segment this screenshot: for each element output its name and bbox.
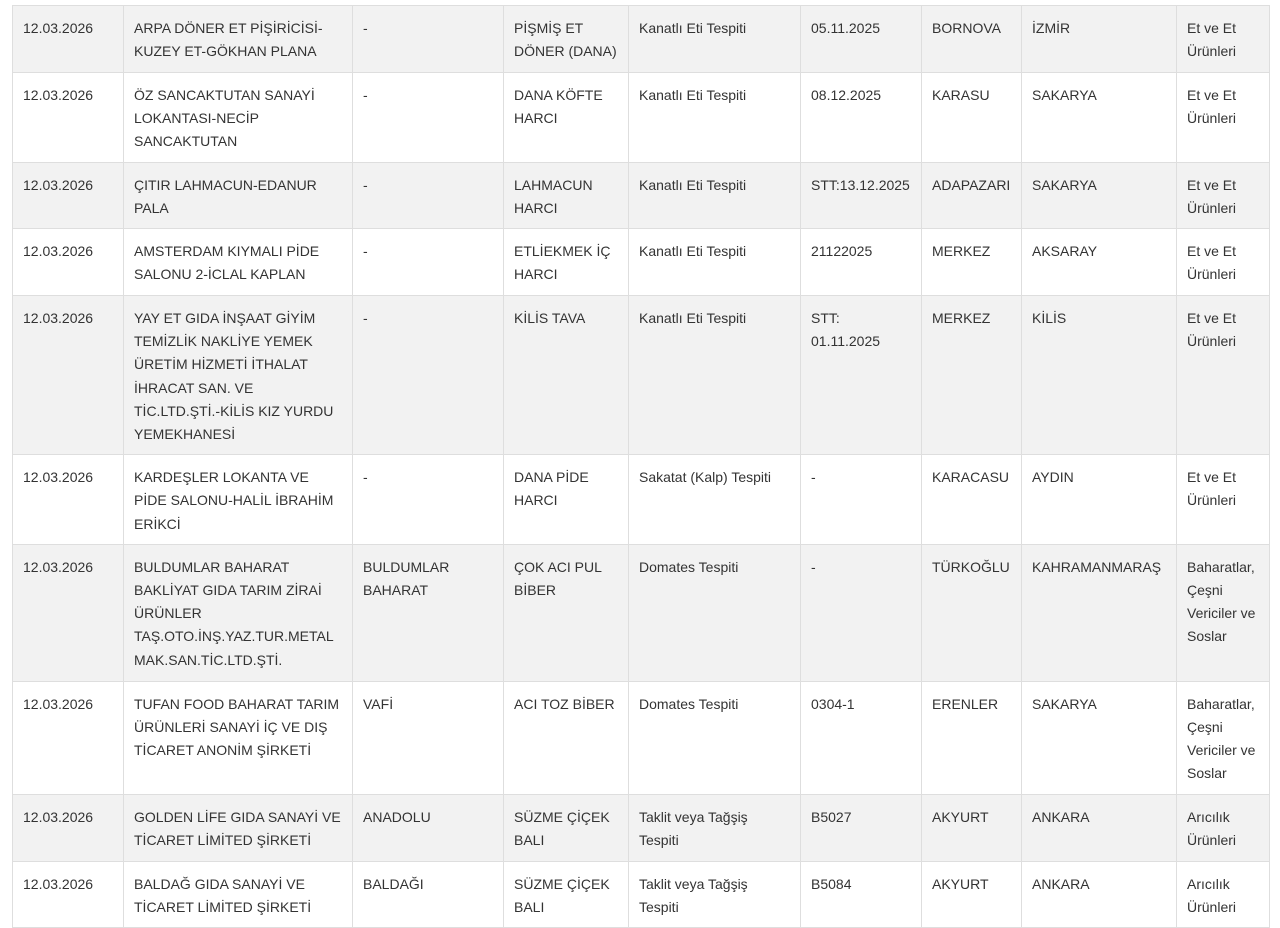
date-cell: 12.03.2026: [13, 794, 124, 861]
product-group-cell: Et ve Et Ürünleri: [1177, 296, 1270, 455]
district-cell: KARACASU: [922, 455, 1022, 545]
table-row: [13, 861, 1270, 927]
table-row: [13, 544, 1270, 681]
brand-cell: BULDUMLAR BAHARAT: [353, 544, 504, 681]
province-cell: İZMİR: [1022, 6, 1177, 73]
nonconformity-cell: Domates Tespiti: [629, 681, 801, 794]
brand-cell: -: [353, 229, 504, 296]
product-group-cell: Et ve Et Ürünleri: [1177, 162, 1270, 228]
product-cell: DANA KÖFTE HARCI: [504, 73, 629, 163]
province-cell: SAKARYA: [1022, 681, 1177, 794]
date-cell: 12.03.2026: [13, 544, 124, 681]
date-cell: 12.03.2026: [13, 162, 124, 228]
product-group-cell: Et ve Et Ürünleri: [1177, 229, 1270, 296]
date-cell: 12.03.2026: [13, 861, 124, 927]
product-cell: ACI TOZ BİBER: [504, 681, 629, 794]
product-group-cell: Baharatlar, Çeşni Vericiler ve Soslar: [1177, 681, 1270, 794]
company-cell: KARDEŞLER LOKANTA VE PİDE SALONU-HALİL İBRAHİM ERİKCİ: [124, 455, 353, 545]
product-group-cell: Arıcılık Ürünleri: [1177, 861, 1270, 927]
district-cell: ADAPAZARI: [922, 162, 1022, 228]
province-cell: ANKARA: [1022, 861, 1177, 927]
date-cell: 12.03.2026: [13, 455, 124, 545]
company-cell: YAY ET GIDA İNŞAAT GİYİM TEMİZLİK NAKLİYE YEMEK ÜRETİM HİZMETİ İTHALAT İHRACAT SAN. VE TİC.LTD.ŞTİ.-KİLİS KIZ YURDU YEMEKHANESİ: [124, 296, 353, 455]
district-cell: KARASU: [922, 73, 1022, 163]
product-cell: PİŞMİŞ ET DÖNER (DANA): [504, 6, 629, 73]
province-cell: AKSARAY: [1022, 229, 1177, 296]
batch-cell: STT:13.12.2025: [801, 162, 922, 228]
brand-cell: BALDAĞI: [353, 861, 504, 927]
batch-cell: 05.11.2025: [801, 6, 922, 73]
batch-cell: B5027: [801, 794, 922, 861]
batch-cell: B5084: [801, 861, 922, 927]
results-table-container: [12, 5, 1270, 928]
company-cell: AMSTERDAM KIYMALI PİDE SALONU 2-İCLAL KAPLAN: [124, 229, 353, 296]
table-row: [13, 794, 1270, 861]
product-cell: ÇOK ACI PUL BİBER: [504, 544, 629, 681]
district-cell: TÜRKOĞLU: [922, 544, 1022, 681]
district-cell: BORNOVA: [922, 6, 1022, 73]
nonconformity-cell: Taklit veya Tağşiş Tespiti: [629, 861, 801, 927]
company-cell: TUFAN FOOD BAHARAT TARIM ÜRÜNLERİ SANAYİ İÇ VE DIŞ TİCARET ANONİM ŞİRKETİ: [124, 681, 353, 794]
brand-cell: -: [353, 162, 504, 228]
table-row: [13, 162, 1270, 228]
province-cell: KİLİS: [1022, 296, 1177, 455]
company-cell: ÖZ SANCAKTUTAN SANAYİ LOKANTASI-NECİP SANCAKTUTAN: [124, 73, 353, 163]
district-cell: MERKEZ: [922, 296, 1022, 455]
product-group-cell: Et ve Et Ürünleri: [1177, 6, 1270, 73]
nonconformity-cell: Kanatlı Eti Tespiti: [629, 162, 801, 228]
product-group-cell: Baharatlar, Çeşni Vericiler ve Soslar: [1177, 544, 1270, 681]
nonconformity-cell: Sakatat (Kalp) Tespiti: [629, 455, 801, 545]
table-row: [13, 73, 1270, 163]
date-cell: 12.03.2026: [13, 229, 124, 296]
batch-cell: STT: 01.11.2025: [801, 296, 922, 455]
brand-cell: ANADOLU: [353, 794, 504, 861]
batch-cell: -: [801, 455, 922, 545]
date-cell: 12.03.2026: [13, 73, 124, 163]
province-cell: AYDIN: [1022, 455, 1177, 545]
nonconformity-cell: Kanatlı Eti Tespiti: [629, 229, 801, 296]
product-cell: DANA PİDE HARCI: [504, 455, 629, 545]
district-cell: ERENLER: [922, 681, 1022, 794]
company-cell: ÇITIR LAHMACUN-EDANUR PALA: [124, 162, 353, 228]
batch-cell: 08.12.2025: [801, 73, 922, 163]
product-cell: KİLİS TAVA: [504, 296, 629, 455]
product-group-cell: Arıcılık Ürünleri: [1177, 794, 1270, 861]
province-cell: ANKARA: [1022, 794, 1177, 861]
company-cell: ARPA DÖNER ET PİŞİRİCİSİ-KUZEY ET-GÖKHAN PLANA: [124, 6, 353, 73]
province-cell: KAHRAMANMARAŞ: [1022, 544, 1177, 681]
nonconformity-cell: Taklit veya Tağşiş Tespiti: [629, 794, 801, 861]
date-cell: 12.03.2026: [13, 6, 124, 73]
table-row: [13, 296, 1270, 455]
table-row: [13, 455, 1270, 545]
product-cell: ETLİEKMEK İÇ HARCI: [504, 229, 629, 296]
province-cell: SAKARYA: [1022, 162, 1177, 228]
product-cell: LAHMACUN HARCI: [504, 162, 629, 228]
brand-cell: -: [353, 455, 504, 545]
product-cell: SÜZME ÇİÇEK BALI: [504, 794, 629, 861]
product-group-cell: Et ve Et Ürünleri: [1177, 73, 1270, 163]
brand-cell: -: [353, 296, 504, 455]
results-table: [12, 5, 1270, 928]
nonconformity-cell: Kanatlı Eti Tespiti: [629, 73, 801, 163]
nonconformity-cell: Kanatlı Eti Tespiti: [629, 296, 801, 455]
district-cell: AKYURT: [922, 861, 1022, 927]
district-cell: AKYURT: [922, 794, 1022, 861]
table-row: [13, 6, 1270, 73]
company-cell: BALDAĞ GIDA SANAYİ VE TİCARET LİMİTED ŞİRKETİ: [124, 861, 353, 927]
brand-cell: -: [353, 6, 504, 73]
brand-cell: -: [353, 73, 504, 163]
district-cell: MERKEZ: [922, 229, 1022, 296]
product-group-cell: Et ve Et Ürünleri: [1177, 455, 1270, 545]
province-cell: SAKARYA: [1022, 73, 1177, 163]
table-row: [13, 681, 1270, 794]
batch-cell: -: [801, 544, 922, 681]
date-cell: 12.03.2026: [13, 296, 124, 455]
company-cell: BULDUMLAR BAHARAT BAKLİYAT GIDA TARIM ZİRAİ ÜRÜNLER TAŞ.OTO.İNŞ.YAZ.TUR.METAL MAK.SAN.TİC.LTD.ŞTİ.: [124, 544, 353, 681]
nonconformity-cell: Domates Tespiti: [629, 544, 801, 681]
nonconformity-cell: Kanatlı Eti Tespiti: [629, 6, 801, 73]
date-cell: 12.03.2026: [13, 681, 124, 794]
product-cell: SÜZME ÇİÇEK BALI: [504, 861, 629, 927]
batch-cell: 0304-1: [801, 681, 922, 794]
company-cell: GOLDEN LİFE GIDA SANAYİ VE TİCARET LİMİTED ŞİRKETİ: [124, 794, 353, 861]
table-row: [13, 229, 1270, 296]
brand-cell: VAFİ: [353, 681, 504, 794]
batch-cell: 21122025: [801, 229, 922, 296]
